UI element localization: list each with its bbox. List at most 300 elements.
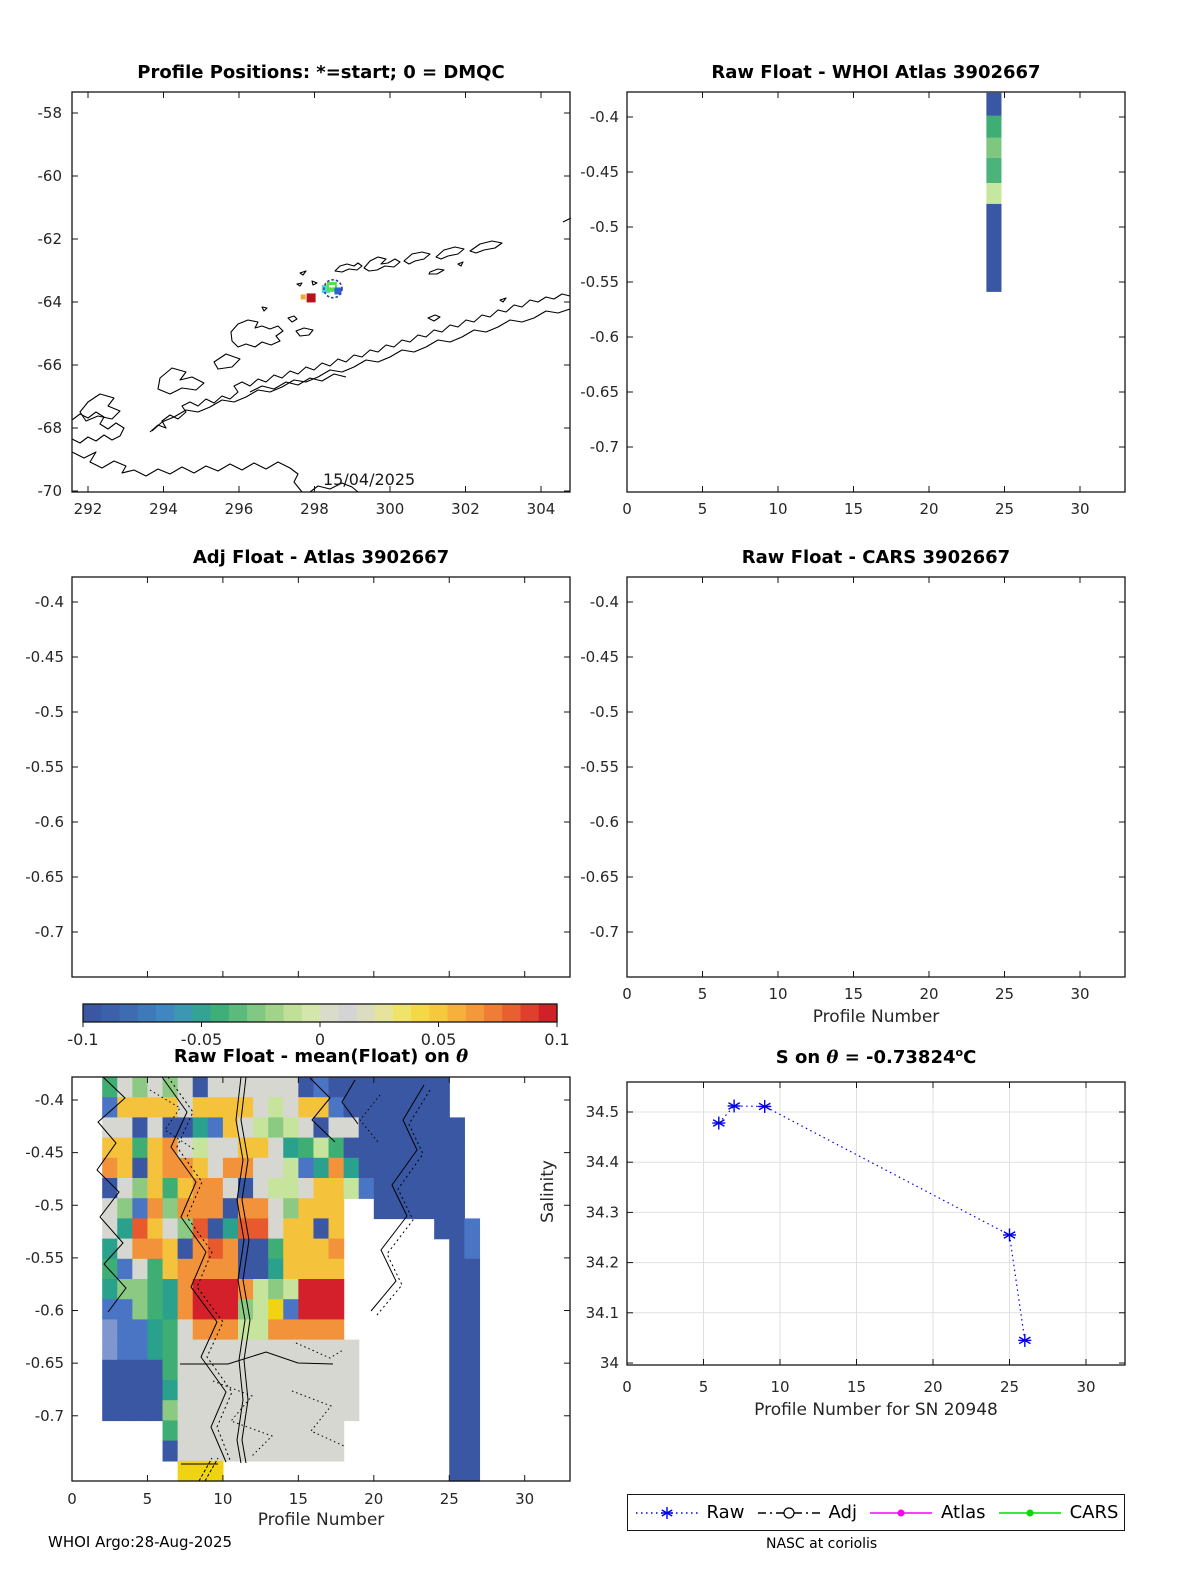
heatmap-cell <box>253 1117 269 1138</box>
tick-label: 30 <box>1070 985 1090 1003</box>
heatmap-cell <box>464 1420 480 1441</box>
tick-label: 294 <box>149 500 178 518</box>
heatmap-cell <box>163 1380 179 1401</box>
heatmap-cell <box>253 1158 269 1179</box>
heatmap-cell <box>223 1279 239 1300</box>
heatmap-column-cell <box>986 116 1001 138</box>
heatmap-cell <box>434 1198 450 1219</box>
colorbar-segment <box>265 1004 284 1022</box>
raw-cars-axes-box <box>627 577 1125 977</box>
heatmap-cell <box>117 1319 133 1340</box>
heatmap-cell <box>102 1097 118 1118</box>
tick-label: -0.65 <box>580 383 619 401</box>
heatmap-cell <box>268 1279 284 1300</box>
heatmap-cell <box>268 1441 284 1462</box>
tick-label: 5 <box>697 985 708 1003</box>
raw-atlas-axes-box <box>627 92 1125 492</box>
tick-label: -0.45 <box>580 163 619 181</box>
heatmap-cell <box>117 1360 133 1381</box>
heatmap-cell <box>329 1299 345 1320</box>
heatmap-cell <box>298 1380 314 1401</box>
heatmap-cell <box>283 1198 299 1219</box>
heatmap-cell <box>298 1158 314 1179</box>
legend-item-adj <box>756 1502 857 1524</box>
heatmap-cell <box>178 1360 194 1381</box>
heatmap-cell <box>208 1279 224 1300</box>
heatmap-cell <box>464 1259 480 1280</box>
legend-item-atlas <box>868 1502 985 1524</box>
footer-right: NASC at coriolis <box>766 1536 878 1552</box>
colorbar-tick-label: 0.1 <box>544 1030 570 1049</box>
heatmap-cell <box>147 1218 163 1239</box>
colorbar-segment <box>356 1004 375 1022</box>
legend-item-cars <box>997 1502 1119 1524</box>
colorbar-segment <box>138 1004 157 1022</box>
heatmap-cell <box>298 1319 314 1340</box>
heatmap-cell <box>344 1340 360 1361</box>
heatmap-cell <box>238 1117 254 1138</box>
heatmap-cell <box>102 1319 118 1340</box>
heatmap-cell <box>464 1461 480 1482</box>
heatmap-cell <box>449 1158 465 1179</box>
heatmap-cell <box>404 1198 420 1219</box>
heatmap-cell <box>178 1299 194 1320</box>
heatmap-cell <box>178 1218 194 1239</box>
heatmap-cell <box>132 1198 148 1219</box>
tick-label: -0.7 <box>34 923 64 941</box>
heatmap-cell <box>464 1218 480 1239</box>
tick-label: -0.45 <box>580 648 619 666</box>
tick-label: -0.6 <box>589 813 619 831</box>
heatmap-cell <box>102 1077 118 1098</box>
heatmap-cell <box>223 1400 239 1421</box>
heatmap-cell <box>193 1400 209 1421</box>
heatmap-cell <box>449 1299 465 1320</box>
heatmap-cell <box>178 1441 194 1462</box>
heatmap-cell <box>147 1198 163 1219</box>
heatmap-cell <box>344 1380 360 1401</box>
heatmap-cell <box>132 1400 148 1421</box>
heatmap-cell <box>298 1400 314 1421</box>
heatmap-column-cell <box>986 158 1001 183</box>
heatmap-cell <box>102 1400 118 1421</box>
heatmap-cell <box>464 1380 480 1401</box>
heatmap-cell <box>147 1138 163 1159</box>
heatmap-cell <box>117 1198 133 1219</box>
heatmap-cell <box>359 1097 375 1118</box>
heatmap-cell <box>344 1138 360 1159</box>
heatmap-cell <box>329 1158 345 1179</box>
tick-label: -58 <box>37 104 62 122</box>
profile-position-marker <box>301 294 306 299</box>
heatmap-cell <box>102 1239 118 1260</box>
map-background <box>72 92 570 492</box>
heatmap-cell <box>404 1077 420 1098</box>
heatmap-cell <box>147 1360 163 1381</box>
tick-label: -0.55 <box>580 273 619 291</box>
heatmap-cell <box>344 1178 360 1199</box>
heatmap-cell <box>208 1340 224 1361</box>
heatmap-cell <box>223 1178 239 1199</box>
raw-atlas-title: Raw Float - WHOI Atlas 3902667 <box>711 62 1041 83</box>
heatmap-cell <box>298 1117 314 1138</box>
colorbar-segment <box>174 1004 193 1022</box>
heatmap-cell <box>178 1400 194 1421</box>
heatmap-cell <box>132 1138 148 1159</box>
heatmap-cell <box>193 1077 209 1098</box>
heatmap-cell <box>178 1279 194 1300</box>
heatmap-cell <box>132 1218 148 1239</box>
heatmap-cell <box>268 1259 284 1280</box>
tick-label: 34.5 <box>585 1103 619 1121</box>
tick-label: 34.1 <box>585 1303 619 1322</box>
atlas-line-sample <box>868 1502 934 1524</box>
heatmap-cell <box>193 1198 209 1219</box>
colorbar-segment <box>429 1004 448 1022</box>
heatmap-cell <box>117 1299 133 1320</box>
tick-label: 25 <box>994 500 1015 518</box>
heatmap-cell <box>253 1400 269 1421</box>
colorbar-segment <box>320 1004 339 1022</box>
heatmap-cell <box>253 1279 269 1300</box>
heatmap-cell <box>268 1138 284 1159</box>
heatmap-cell <box>223 1340 239 1361</box>
tick-label: -0.7 <box>589 923 619 941</box>
tick-label: 34.4 <box>585 1153 619 1172</box>
heatmap-cell <box>132 1097 148 1118</box>
tick-label: 292 <box>73 500 103 518</box>
heatmap-cell <box>464 1239 480 1260</box>
tick-label: -64 <box>37 293 62 311</box>
heatmap-cell <box>449 1198 465 1219</box>
heatmap-cell <box>268 1198 284 1219</box>
heatmap-cell <box>268 1178 284 1199</box>
raw-line-sample <box>634 1502 700 1524</box>
colorbar-tick-label: 0 <box>314 1030 326 1049</box>
tick-label: 20 <box>923 1378 943 1396</box>
salinity-title: S on $\theta = -0.73824^oC$ <box>775 1046 977 1068</box>
colorbar-segment <box>393 1004 412 1022</box>
heatmap-cell <box>163 1218 179 1239</box>
heatmap-cell <box>132 1158 148 1179</box>
tick-label: 304 <box>526 500 556 518</box>
tick-label: -0.55 <box>25 1248 64 1267</box>
heatmap-cell <box>329 1077 345 1098</box>
tick-label: -0.7 <box>589 438 619 456</box>
tick-label: 298 <box>300 500 329 518</box>
heatmap-cell <box>313 1299 329 1320</box>
heatmap-cell <box>117 1340 133 1361</box>
heatmap-cell <box>268 1299 284 1320</box>
heatmap-cell <box>389 1138 405 1159</box>
heatmap-cell <box>419 1158 435 1179</box>
heatmap-cell <box>374 1138 390 1159</box>
tick-label: -0.4 <box>34 593 64 611</box>
heatmap-cell <box>449 1117 465 1138</box>
colorbar-segment <box>83 1004 102 1022</box>
heatmap-cell <box>419 1097 435 1118</box>
heatmap-cell <box>102 1340 118 1361</box>
legend-item-raw <box>634 1502 745 1524</box>
colorbar-segment <box>539 1004 558 1022</box>
heatmap-cell <box>117 1380 133 1401</box>
tick-label: -70 <box>37 482 62 500</box>
heatmap-cell <box>313 1178 329 1199</box>
heatmap-cell <box>329 1400 345 1421</box>
heatmap-cell <box>268 1097 284 1118</box>
heatmap-cell <box>434 1138 450 1159</box>
heatmap-cell <box>374 1077 390 1098</box>
atlas-sample-part <box>898 1509 905 1516</box>
heatmap-cell <box>434 1077 450 1098</box>
heatmap-cell <box>283 1279 299 1300</box>
heatmap-cell <box>147 1077 163 1098</box>
heatmap-cell <box>268 1239 284 1260</box>
heatmap-cell <box>298 1259 314 1280</box>
heatmap-cell <box>178 1239 194 1260</box>
heatmap-cell <box>238 1420 254 1441</box>
heatmap-cell <box>117 1178 133 1199</box>
heatmap-cell <box>208 1259 224 1280</box>
heatmap-cell <box>132 1319 148 1340</box>
legend-label-raw: Raw <box>706 1502 745 1523</box>
heatmap-cell <box>132 1117 148 1138</box>
heatmap-cell <box>163 1299 179 1320</box>
tick-label: -0.65 <box>25 1354 64 1373</box>
heatmap-cell <box>178 1319 194 1340</box>
heatmap-cell <box>163 1441 179 1462</box>
heatmap-cell <box>283 1420 299 1441</box>
heatmap-cell <box>132 1380 148 1401</box>
heatmap-cell <box>238 1239 254 1260</box>
heatmap-cell <box>449 1279 465 1300</box>
heatmap-cell <box>283 1299 299 1320</box>
heatmap-cell <box>464 1299 480 1320</box>
map-title: Profile Positions: *=start; 0 = DMQC <box>137 62 505 83</box>
colorbar-segment <box>302 1004 321 1022</box>
tick-label: -0.4 <box>34 1091 64 1109</box>
heatmap-cell <box>193 1380 209 1401</box>
heatmap-cell <box>163 1178 179 1199</box>
legend <box>627 1494 1125 1531</box>
heatmap-title: Raw Float - mean(Float) on θ <box>173 1046 469 1067</box>
heatmap-cell <box>298 1198 314 1219</box>
heatmap-cell <box>147 1097 163 1118</box>
heatmap-cell <box>313 1239 329 1260</box>
heatmap-cell <box>464 1340 480 1361</box>
tick-label: 10 <box>213 1490 233 1508</box>
heatmap-cell <box>268 1218 284 1239</box>
colorbar-segment <box>448 1004 467 1022</box>
heatmap-cell <box>132 1239 148 1260</box>
colorbar-segment <box>192 1004 211 1022</box>
tick-label: -0.45 <box>25 648 64 666</box>
heatmap-cell <box>283 1400 299 1421</box>
colorbar-tick-label: -0.05 <box>180 1030 223 1049</box>
start-marker-dash <box>329 285 335 287</box>
tick-label: 30 <box>1076 1378 1096 1396</box>
theta-symbol: θ <box>826 1047 839 1068</box>
heatmap-cell <box>223 1158 239 1179</box>
heatmap-cell <box>102 1158 118 1179</box>
heatmap-cell <box>298 1299 314 1320</box>
heatmap-cell <box>329 1198 345 1219</box>
heatmap-cell <box>268 1077 284 1098</box>
heatmap-cell <box>102 1279 118 1300</box>
heatmap-cell <box>253 1239 269 1260</box>
heatmap-cell <box>253 1319 269 1340</box>
heatmap-cell <box>329 1117 345 1138</box>
profile-position-marker <box>307 293 316 302</box>
heatmap-cell <box>329 1380 345 1401</box>
heatmap-cell <box>329 1218 345 1239</box>
heatmap-cell <box>313 1198 329 1219</box>
tick-label: -0.6 <box>34 813 64 831</box>
colorbar-segment <box>247 1004 266 1022</box>
heatmap-cell <box>329 1441 345 1462</box>
heatmap-cell <box>163 1077 179 1098</box>
heatmap-cell <box>238 1299 254 1320</box>
tick-label: 15 <box>843 500 864 518</box>
heatmap-cell <box>147 1340 163 1361</box>
heatmap-cell <box>449 1138 465 1159</box>
heatmap-cell <box>253 1218 269 1239</box>
tick-label: -62 <box>37 230 62 248</box>
tick-label: -0.65 <box>25 868 64 886</box>
heatmap-cell <box>117 1218 133 1239</box>
legend-label-cars: CARS <box>1069 1502 1119 1523</box>
tick-label: 30 <box>515 1490 535 1508</box>
legend-label-adj: Adj <box>828 1502 857 1523</box>
heatmap-cell <box>329 1360 345 1381</box>
heatmap-cell <box>298 1097 314 1118</box>
heatmap-cell <box>178 1259 194 1280</box>
heatmap-cell <box>374 1117 390 1138</box>
heatmap-cell <box>147 1319 163 1340</box>
tick-label: 0 <box>622 500 632 518</box>
tick-label: -0.4 <box>589 108 619 126</box>
heatmap-cell <box>298 1178 314 1199</box>
colorbar-segment <box>466 1004 485 1022</box>
heatmap-cell <box>163 1239 179 1260</box>
heatmap-cell <box>253 1138 269 1159</box>
tick-label: -0.65 <box>580 868 619 886</box>
salinity-ylabel: Salinity <box>538 1160 558 1223</box>
heatmap-cell <box>464 1360 480 1381</box>
heatmap-cell <box>449 1420 465 1441</box>
tick-label: -0.55 <box>25 758 64 776</box>
heatmap-cell <box>223 1441 239 1462</box>
heatmap-cell <box>223 1299 239 1320</box>
heatmap-cell <box>283 1158 299 1179</box>
colorbar-segment <box>484 1004 503 1022</box>
heatmap-cell <box>147 1299 163 1320</box>
heatmap-cell <box>223 1319 239 1340</box>
heatmap-cell <box>208 1077 224 1098</box>
tick-label: -60 <box>37 167 62 185</box>
colorbar-segment <box>411 1004 430 1022</box>
tick-label: 300 <box>375 500 405 518</box>
heatmap-cell <box>208 1380 224 1401</box>
heatmap-cell <box>253 1198 269 1219</box>
heatmap-cell <box>253 1360 269 1381</box>
heatmap-cell <box>464 1400 480 1421</box>
heatmap-cell <box>178 1198 194 1219</box>
heatmap-cell <box>117 1097 133 1118</box>
tick-label: -66 <box>37 356 62 374</box>
heatmap-cell <box>283 1097 299 1118</box>
heatmap-cell <box>464 1279 480 1300</box>
degree-sup: o <box>955 1046 964 1059</box>
tick-label: -68 <box>37 419 62 437</box>
tick-label: -0.7 <box>34 1406 64 1425</box>
heatmap-cell <box>434 1218 450 1239</box>
colorbar-tick-label: -0.1 <box>67 1030 99 1049</box>
heatmap-cell <box>163 1158 179 1179</box>
heatmap-cell <box>283 1239 299 1260</box>
map-date-label: 15/04/2025 <box>323 470 416 489</box>
heatmap-cell <box>268 1360 284 1381</box>
heatmap-cell <box>404 1138 420 1159</box>
heatmap-column-cell <box>986 93 1001 116</box>
tick-label: 15 <box>843 985 864 1003</box>
tick-label: -0.6 <box>34 1301 64 1320</box>
heatmap-cell <box>404 1178 420 1199</box>
heatmap-cell <box>117 1117 133 1138</box>
tick-label: 10 <box>768 985 788 1003</box>
tick-label: 15 <box>846 1378 867 1396</box>
heatmap-cell <box>464 1441 480 1462</box>
heatmap-cell <box>132 1077 148 1098</box>
heatmap-cell <box>389 1158 405 1179</box>
heatmap-cell <box>253 1340 269 1361</box>
heatmap-cell <box>147 1259 163 1280</box>
heatmap-cell <box>313 1117 329 1138</box>
heatmap-cell <box>253 1299 269 1320</box>
colorbar-segment <box>521 1004 540 1022</box>
heatmap-cell <box>253 1441 269 1462</box>
tick-label: -0.5 <box>34 1196 64 1215</box>
heatmap-cell <box>147 1279 163 1300</box>
heatmap-cell <box>389 1198 405 1219</box>
heatmap-cell <box>268 1400 284 1421</box>
heatmap-cell <box>193 1138 209 1159</box>
heatmap-cell <box>223 1420 239 1441</box>
heatmap-cell <box>208 1117 224 1138</box>
heatmap-cell <box>147 1117 163 1138</box>
heatmap-cell <box>178 1077 194 1098</box>
heatmap-cell <box>147 1158 163 1179</box>
heatmap-cell <box>268 1420 284 1441</box>
heatmap-cell <box>208 1178 224 1199</box>
tick-label: 0 <box>622 985 632 1003</box>
heatmap-cell <box>329 1178 345 1199</box>
heatmap-column-cell <box>986 138 1001 158</box>
heatmap-xlabel: Profile Number <box>257 1510 385 1530</box>
heatmap-cell <box>147 1178 163 1199</box>
heatmap-cell <box>163 1400 179 1421</box>
tick-label: -0.4 <box>589 593 619 611</box>
heatmap-cell <box>449 1461 465 1482</box>
heatmap-cell <box>313 1218 329 1239</box>
heatmap-cell <box>329 1259 345 1280</box>
heatmap-column-cell <box>986 204 1001 292</box>
tick-label: 25 <box>994 985 1015 1003</box>
heatmap-cell <box>102 1360 118 1381</box>
heatmap-cell <box>359 1117 375 1138</box>
heatmap-cell <box>283 1117 299 1138</box>
heatmap-cell <box>147 1380 163 1401</box>
